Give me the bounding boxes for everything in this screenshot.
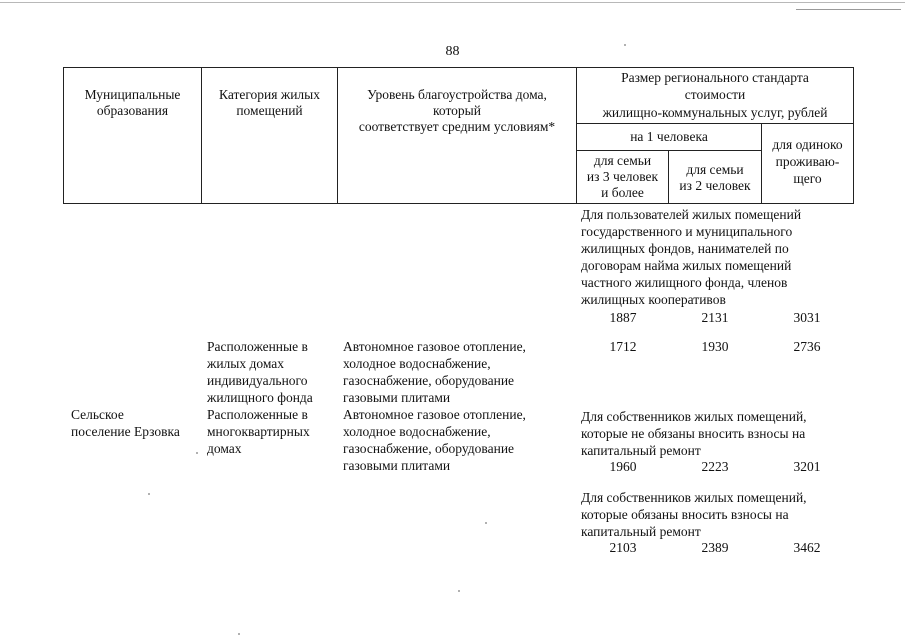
header-level-line-2: который — [433, 103, 481, 118]
section1-line: государственного и муниципального — [581, 224, 793, 239]
header-single-cell — [761, 123, 854, 204]
scan-speck — [458, 590, 460, 592]
top-border-line — [0, 2, 905, 3]
section1-line: договорам найма жилых помещений — [581, 258, 792, 273]
row2-category-line: домах — [207, 441, 242, 456]
section3-value-single: 3462 — [793, 540, 821, 555]
section1-line: Для пользователей жилых помещений — [581, 207, 802, 222]
row2-category-line: Расположенные в — [207, 407, 308, 422]
section2-line: которые не обязаны вносить взносы на — [581, 426, 806, 441]
header-family2-line-2: из 2 человек — [679, 178, 751, 193]
section1-line: частного жилищного фонда, членов — [581, 275, 788, 290]
header-family3-cell — [576, 150, 669, 204]
row1-value-family3: 1712 — [609, 339, 637, 354]
section3-line: Для собственников жилых помещений, — [581, 490, 807, 505]
section2-value-single: 3201 — [793, 459, 821, 474]
section1-value-family2: 2131 — [701, 310, 729, 325]
header-standard-cell — [576, 67, 854, 124]
header-single-line-1: для одиноко — [772, 137, 843, 152]
row1-level-line: холодное водоснабжение, — [343, 356, 491, 371]
top-right-line — [796, 9, 901, 10]
header-per-person-cell — [576, 123, 762, 151]
row2-level-line: Автономное газовое отопление, — [343, 407, 526, 422]
section2-line: Для собственников жилых помещений, — [581, 409, 807, 424]
section2-value-family2: 2223 — [701, 459, 729, 474]
municipality-line: поселение Ерзовка — [71, 424, 180, 439]
section1-line: жилищных фондов, нанимателей по — [581, 241, 789, 256]
scan-speck — [238, 633, 240, 635]
scan-speck — [485, 522, 487, 524]
row1-category-line: Расположенные в — [207, 339, 308, 354]
section2-line: капитальный ремонт — [581, 443, 701, 458]
row1-level-line: газоснабжение, оборудование — [343, 373, 515, 388]
header-municipality-cell — [63, 67, 202, 204]
section1-line: жилищных кооперативов — [581, 292, 726, 307]
section1-value-family3: 1887 — [609, 310, 637, 325]
header-family3-line-1: для семьи — [593, 153, 652, 168]
row2-level-line: газовыми плитами — [343, 458, 451, 473]
header-family3-line-3: и более — [601, 185, 644, 200]
header-family2-line-1: для семьи — [686, 162, 744, 177]
row1-value-family2: 1930 — [701, 339, 729, 354]
header-level-line-1: Уровень благоустройства дома, — [367, 87, 547, 102]
header-family3-line-2: из 3 человек — [586, 169, 659, 184]
row1-category-line: жилищного фонда — [207, 390, 313, 405]
row1-value-single: 2736 — [793, 339, 821, 354]
header-standard-line-3: жилищно-коммунальных услуг, рублей — [602, 105, 828, 120]
row2-category-line: многоквартирных — [207, 424, 310, 439]
row1-category-line: индивидуального — [207, 373, 308, 388]
header-category-line-1: Категория жилых — [219, 87, 320, 102]
header-level-cell — [337, 67, 577, 204]
scan-speck — [196, 452, 198, 454]
scan-speck — [624, 44, 626, 46]
page-number: 88 — [445, 44, 460, 59]
section1-value-single: 3031 — [793, 310, 821, 325]
header-standard-line-1: Размер регионального стандарта — [621, 70, 809, 85]
scan-speck — [148, 493, 150, 495]
section2-value-family3: 1960 — [609, 459, 637, 474]
section3-line: которые обязаны вносить взносы на — [581, 507, 789, 522]
section3-value-family2: 2389 — [701, 540, 729, 555]
header-family2-cell — [668, 150, 762, 204]
row2-level-line: холодное водоснабжение, — [343, 424, 491, 439]
header-single-line-3: щего — [793, 171, 822, 186]
header-per-person-label: на 1 человека — [630, 129, 708, 144]
header-standard-line-2: стоимости — [684, 87, 746, 102]
header-level-line-3: соответствует средним условиям* — [358, 119, 556, 134]
header-municipality-line-1: Муниципальные — [84, 87, 181, 102]
header-category-line-2: помещений — [236, 103, 303, 118]
row2-level-line: газоснабжение, оборудование — [343, 441, 515, 456]
header-municipality-line-2: образования — [96, 103, 169, 118]
header-single-line-2: проживаю- — [775, 154, 840, 169]
section3-value-family3: 2103 — [609, 540, 637, 555]
row1-level-line: газовыми плитами — [343, 390, 451, 405]
section3-line: капитальный ремонт — [581, 524, 701, 539]
municipality-line: Сельское — [71, 407, 124, 422]
row1-level-line: Автономное газовое отопление, — [343, 339, 526, 354]
row1-category-line: жилых домах — [207, 356, 285, 371]
header-category-cell — [201, 67, 338, 204]
